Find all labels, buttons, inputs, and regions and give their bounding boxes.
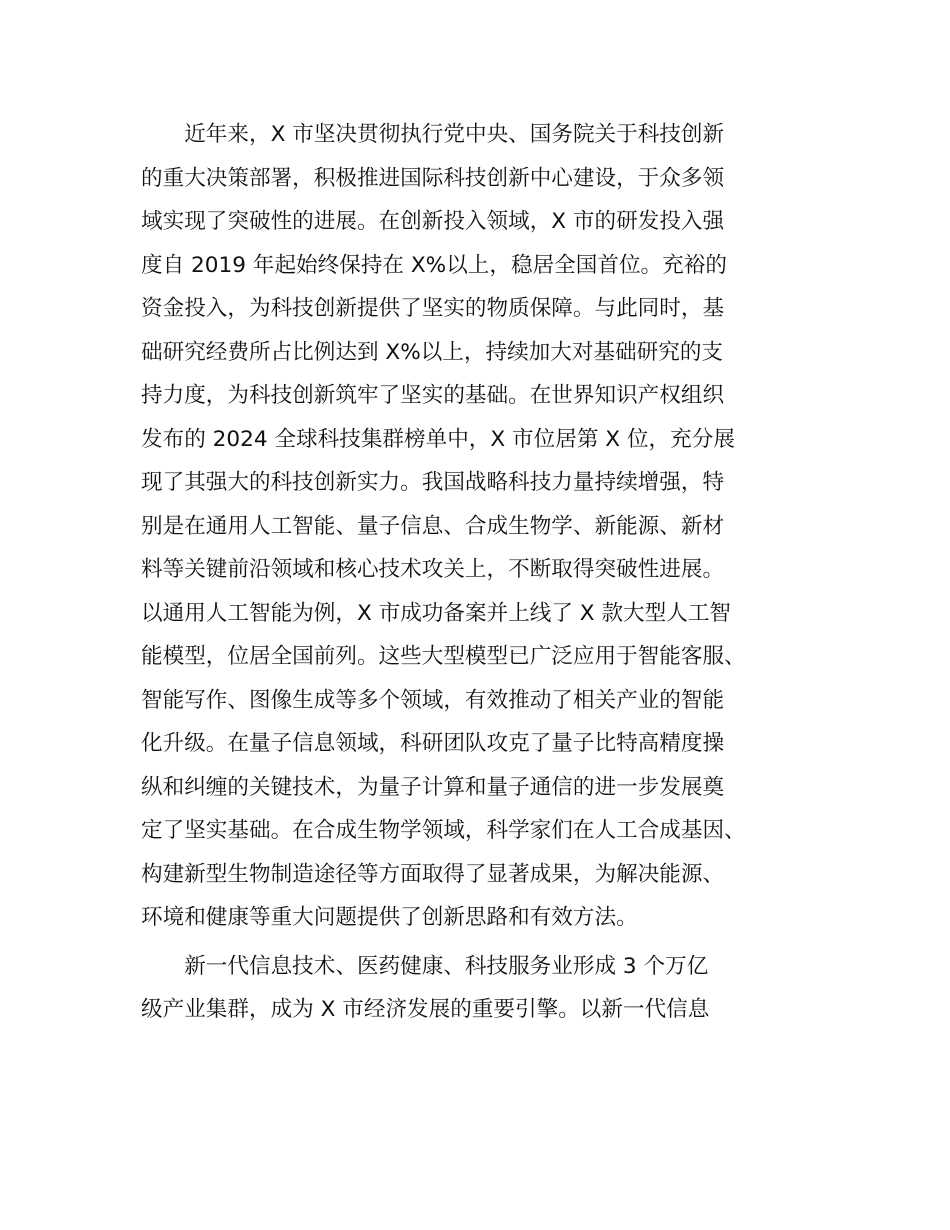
- text-line: 别是在通用人工智能、量子信息、合成生物学、新能源、新材: [141, 513, 725, 539]
- text-line: 度自 2019 年起始终保持在 X%以上，稳居全国首位。充裕的: [141, 252, 727, 278]
- text-line: 域实现了突破性的进展。在创新投入领域，X 市的研发投入强: [141, 209, 725, 234]
- text-line: 新一代信息技术、医药健康、科技服务业形成 3 个万亿: [141, 953, 709, 979]
- text-line: 构建新型生物制造途径等方面取得了显著成果，为解决能源、: [141, 861, 725, 887]
- text-line: 智能写作、图像生成等多个领域，有效推动了相关产业的智能: [141, 687, 725, 713]
- text-line: 能模型，位居全国前列。这些大型模型已广泛应用于智能客服、: [141, 644, 746, 669]
- body-text: [141, 113, 831, 1032]
- text-line: 环境和健康等重大问题提供了创新思路和有效方法。: [141, 905, 638, 930]
- text-line: 现了其强大的科技创新实力。我国战略科技力量持续增强，特: [141, 470, 725, 495]
- text-line: 近年来，X 市坚决贯彻执行党中央、国务院关于科技创新: [141, 122, 725, 147]
- text-line: 纵和纠缠的关键技术，为量子计算和量子通信的进一步发展奠: [141, 774, 725, 800]
- text-line: 料等关键前沿领域和核心技术攻关上，不断取得突破性进展。: [141, 557, 725, 582]
- text-line: 化升级。在量子信息领域，科研团队攻克了量子比特高精度操: [141, 731, 725, 756]
- text-line: 持力度，为科技创新筑牢了坚实的基础。在世界知识产权组织: [141, 383, 725, 408]
- paragraph-1: [141, 113, 831, 940]
- paragraph-2: [141, 945, 831, 1032]
- text-line: 资金投入，为科技创新提供了坚实的物质保障。与此同时，基: [141, 296, 725, 321]
- text-line: 以通用人工智能为例，X 市成功备案并上线了 X 款大型人工智: [141, 600, 732, 626]
- text-line: 的重大决策部署，积极推进国际科技创新中心建设，于众多领: [141, 165, 725, 191]
- text-line: 级产业集群，成为 X 市经济发展的重要引擎。以新一代信息: [141, 997, 710, 1022]
- text-line: 础研究经费所占比例达到 X%以上，持续加大对基础研究的支: [141, 339, 724, 365]
- text-line: 发布的 2024 全球科技集群榜单中，X 市位居第 X 位，充分展: [141, 426, 735, 452]
- text-line: 定了坚实基础。在合成生物学领域，科学家们在人工合成基因、: [141, 818, 746, 843]
